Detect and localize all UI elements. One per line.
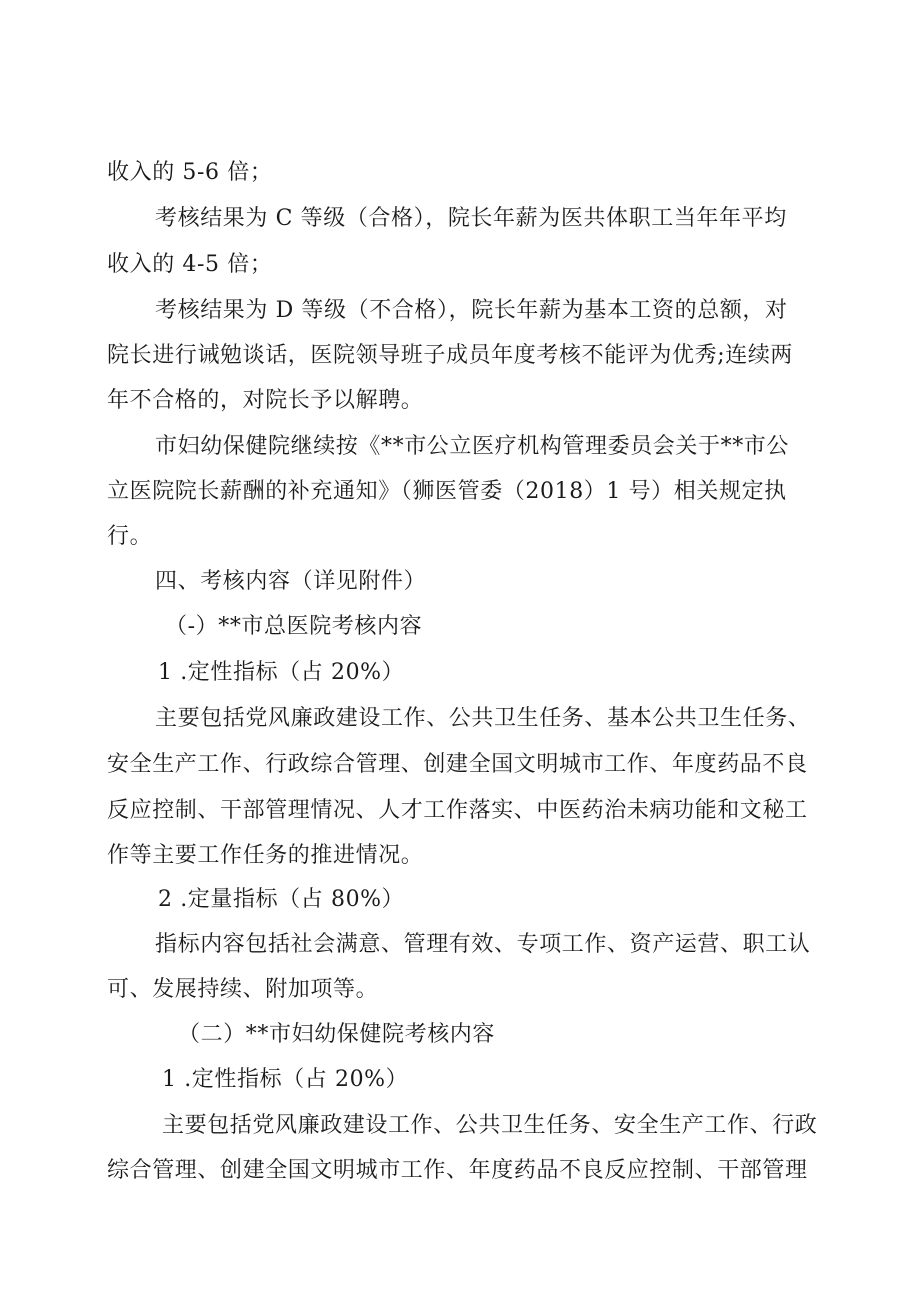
text-line: 年不合格的，对院长予以解聘。 xyxy=(107,388,424,413)
text-line: 立医院院长薪酬的补充通知》（狮医管委（2018）1 号）相关规定执 xyxy=(107,479,787,504)
text-line: 考核结果为 D 等级（不合格），院长年薪为基本工资的总额，对 xyxy=(155,298,788,323)
text-line: 可、发展持续、附加项等。 xyxy=(107,977,379,1002)
item-heading: 2 .定量指标（占 80%） xyxy=(158,887,405,912)
text-line: 作等主要工作任务的推进情况。 xyxy=(107,843,424,868)
subsection-heading: （-）**市总医院考核内容 xyxy=(165,614,423,639)
text-line: 安全生产工作、行政综合管理、创建全国文明城市工作、年度药品不良 xyxy=(107,752,808,777)
text-line: 院长进行诫勉谈话，医院领导班子成员年度考核不能评为优秀;连续两 xyxy=(107,343,794,368)
text-line: 收入的 4-5 倍； xyxy=(107,252,273,277)
text-line: 主要包括党风廉政建设工作、公共卫生任务、安全生产工作、行政 xyxy=(162,1113,818,1138)
text-line: 综合管理、创建全国文明城市工作、年度药品不良反应控制、干部管理 xyxy=(107,1158,808,1183)
text-line: 反应控制、干部管理情况、人才工作落实、中医药治未病功能和文秘工 xyxy=(107,798,808,823)
text-line: 市妇幼保健院继续按《**市公立医疗机构管理委员会关于**市公 xyxy=(155,434,790,459)
text-line: 考核结果为 C 等级（合格），院长年薪为医共体职工当年年平均 xyxy=(155,206,787,231)
text-line: 行。 xyxy=(107,524,153,549)
text-line: 指标内容包括社会满意、管理有效、专项工作、资产运营、职工认 xyxy=(155,932,811,957)
text-line: 主要包括党风廉政建设工作、公共卫生任务、基本公共卫生任务、 xyxy=(155,706,811,731)
subsection-heading: （二）**市妇幼保健院考核内容 xyxy=(178,1022,496,1047)
item-heading: 1 .定性指标（占 20%） xyxy=(158,660,405,685)
section-heading: 四、考核内容（详见附件） xyxy=(155,569,427,594)
item-heading: 1 .定性指标（占 20%） xyxy=(162,1067,409,1092)
text-line: 收入的 5-6 倍； xyxy=(107,160,273,185)
